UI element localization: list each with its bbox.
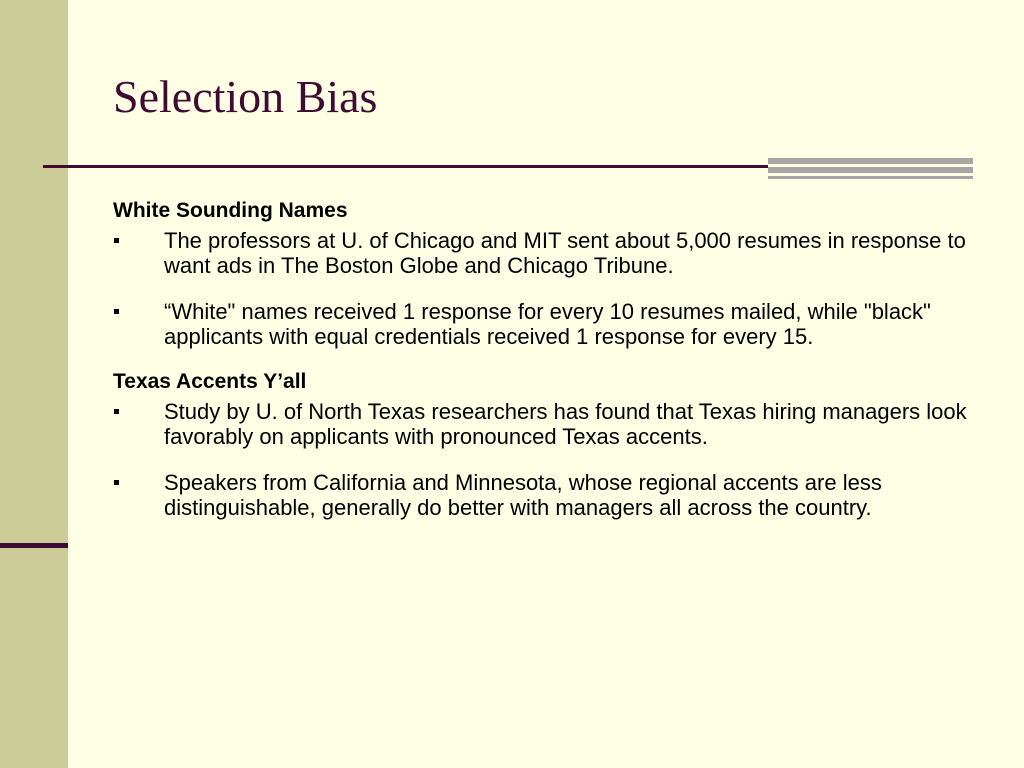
bullet-text: Speakers from California and Minnesota, whose regional accents are less distinguishable, generally do better with managers all across the country.: [164, 470, 882, 520]
square-bullet-icon: [114, 238, 119, 243]
square-bullet-icon: [114, 409, 119, 414]
title-accent-stripes: [768, 158, 973, 179]
square-bullet-icon: [114, 480, 119, 485]
square-bullet-icon: [114, 309, 119, 314]
section-texas-accents: [113, 369, 983, 520]
bullet-item: [113, 399, 983, 449]
left-sidebar-band: [0, 0, 68, 768]
bullet-item: [113, 470, 983, 520]
slide-title: Selection Bias: [113, 71, 378, 122]
section-heading: White Sounding Names: [113, 199, 348, 222]
slide-body: [113, 198, 983, 520]
title-divider-line: [43, 165, 770, 168]
bullet-item: [113, 228, 983, 278]
bullet-text: Study by U. of North Texas researchers has found that Texas hiring managers look favorably on applicants with pronounced Texas accents.: [164, 399, 967, 449]
left-accent-line: [0, 543, 68, 548]
section-white-sounding-names: [113, 198, 983, 349]
bullet-text: “White" names received 1 response for every 10 resumes mailed, while "black" applicants with equal credentials received 1 response for every 15.: [164, 299, 931, 349]
section-heading: Texas Accents Y’all: [113, 370, 307, 393]
bullet-item: [113, 299, 983, 349]
bullet-text: The professors at U. of Chicago and MIT sent about 5,000 resumes in response to want ads in The Boston Globe and Chicago Tribune.: [164, 228, 966, 278]
